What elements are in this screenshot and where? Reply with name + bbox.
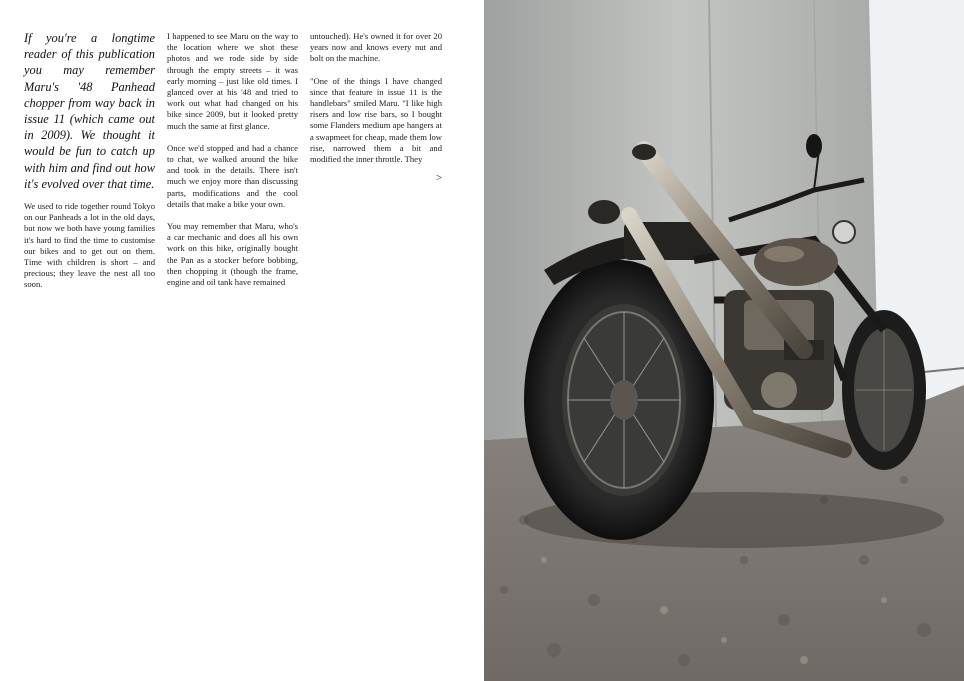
body-paragraph: Once we'd stopped and had a chance to chat, we walked around the bike and took in the details. There isn't much we enjoy more than discussing parts, modifications and the cool details that make a bike your own.: [167, 142, 298, 209]
body-paragraph: I happened to see Maru on the way to the location where we shot these photos and we rode side by side through the empty streets – it was early morning – just like old times. I glanced over at his '48 and tried to work out what had changed on his bike since 2009, but it looked pretty much the same at first glance.: [167, 31, 298, 131]
column-2: [167, 31, 298, 299]
body-paragraph: We used to ride together round Tokyo on our Panheads a lot in the old days, but now we both have young families it's hard to find the time to customise our bikes and to get out on them. Time with children is short – and precious; they leave the nest all too soon.: [24, 201, 155, 290]
front-wheel: [842, 310, 926, 470]
body-paragraph: untouched). He's owned it for over 20 years now and knows every nut and bolt on the machine.: [310, 31, 442, 64]
motorcycle-illustration: [484, 0, 964, 681]
body-paragraph: "One of the things I have changed since that feature in issue 11 is the handlebars" smiled Maru. "I like high risers and low rise bars, so I bought some Flanders medium ape hangers at a swapmeet for cheap, made them low rise, narrowed them a bit and modified the inner throttle. They: [310, 75, 442, 165]
column-1: [24, 30, 155, 302]
continue-arrow: >: [436, 172, 443, 184]
mirror: [806, 134, 822, 158]
gas-tank: [754, 238, 838, 286]
headlight: [833, 221, 855, 243]
intro-paragraph: If you're a longtime reader of this publication you may remember Maru's '48 Panhead chopper from way back in issue 11 (which came out in 2009). We thought it would be fun to catch up with him and find out how it's evolved over that time.: [24, 31, 155, 191]
motorcycle-photo: [484, 0, 964, 681]
body-paragraph: You may remember that Maru, who's a car mechanic and does all his own work on this bike, originally bought the Pan as a stocker before bobbing, then chopping it (though the frame, engine and oil tank have remained: [167, 221, 298, 288]
column-3: [310, 31, 442, 176]
